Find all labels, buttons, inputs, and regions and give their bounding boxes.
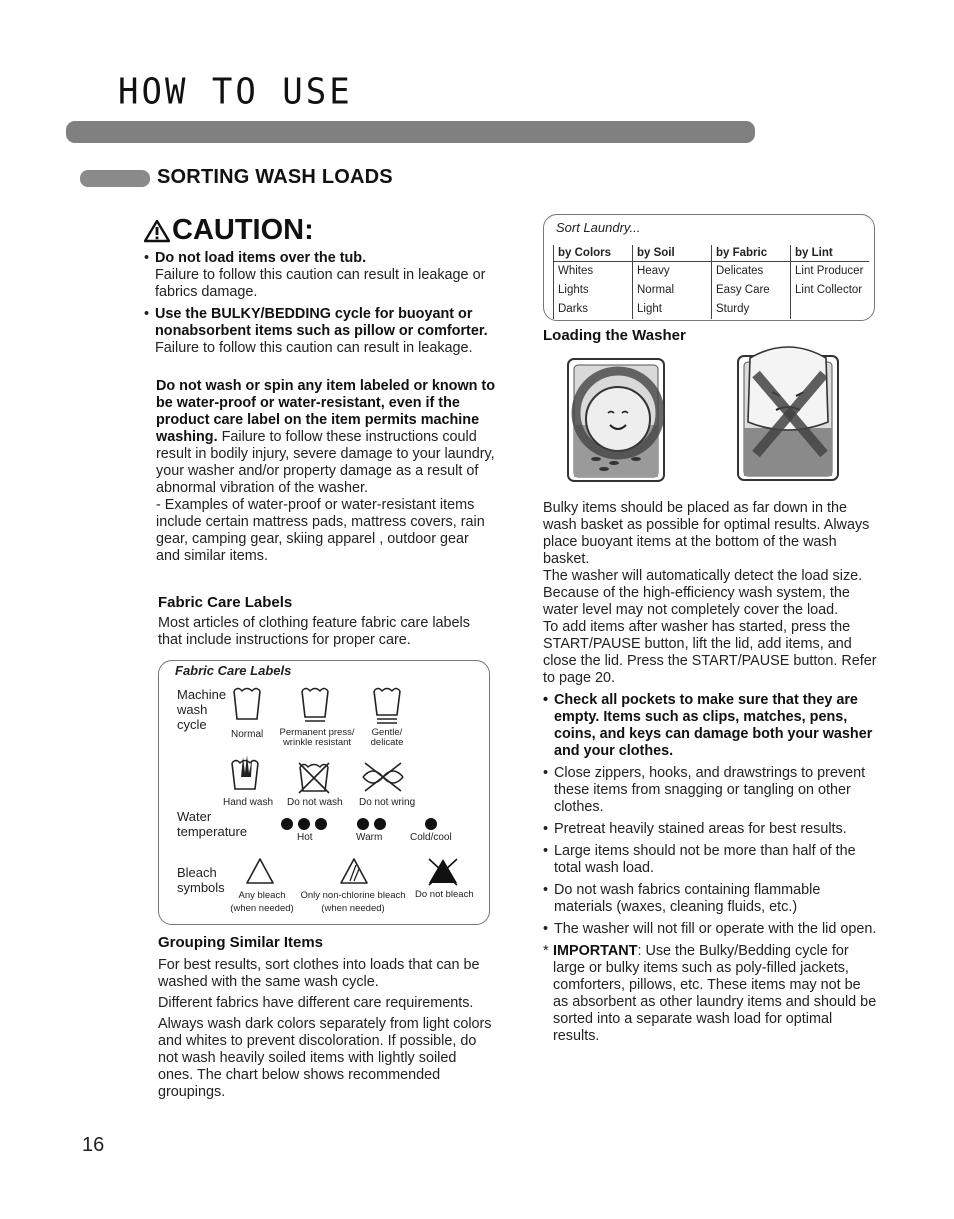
wash-gentle-icon — [371, 685, 403, 729]
label-line: Gentle/ — [371, 727, 403, 738]
table-cell: Whites — [554, 262, 633, 282]
correct-loading-illustration — [566, 355, 666, 485]
grouping-paragraph: For best results, sort clothes into loads that can be washed with the same wash cycle. — [158, 957, 480, 990]
label-line: (when needed) — [230, 903, 294, 914]
incorrect-loading-illustration — [732, 342, 844, 485]
loading-paragraph: To add items after washer has started, press the START/PAUSE button, lift the lid, add items, and close the lid. Press the START/PAUSE button. Refer to page 20. — [543, 619, 877, 686]
caution-item-text: Failure to follow this caution can result in leakage. — [155, 340, 473, 356]
label-line: Only non-chlorine bleach — [300, 890, 406, 901]
do-not-wring-icon — [359, 761, 407, 793]
caution-item-bold: Do not load items over the tub. — [155, 250, 367, 266]
table-header: by Colors — [554, 245, 633, 262]
caution-heading — [144, 214, 314, 247]
label-line: Water — [177, 809, 212, 824]
title-bar — [66, 121, 755, 143]
wash-normal-label: Normal — [231, 729, 264, 740]
table-cell: Sturdy — [712, 300, 791, 319]
do-not-bleach-icon — [427, 855, 459, 887]
caution-item — [144, 306, 494, 357]
warning-icon — [144, 219, 170, 243]
table-cell: Easy Care — [712, 281, 791, 300]
fabric-care-text: Most articles of clothing feature fabric care labels that include instructions for proper care. — [158, 615, 470, 648]
loading-paragraph: Bulky items should be placed as far down in the wash basket as possible for optimal results. Always place buoyant items at the bottom of the wash basket. — [543, 500, 870, 567]
section-pill — [80, 170, 150, 187]
waterproof-warning-bold: Do not wash or spin any item labeled or known to be water-proof or water-resistant, even if the product care label on the item permits machine washing. — [156, 378, 496, 445]
fabric-care-box-label: Fabric Care Labels — [175, 663, 292, 678]
label-line: Bleach — [177, 865, 217, 880]
table-row — [554, 281, 870, 300]
page-number: 16 — [82, 1134, 105, 1156]
caution-item-bold: Use the BULKY/BEDDING cycle for buoyant or nonabsorbent items such as pillow or comforter. — [155, 306, 488, 339]
table-header: by Fabric — [712, 245, 791, 262]
label-line: wash — [177, 702, 208, 717]
machine-wash-label — [177, 687, 226, 732]
table-cell: Lint Producer — [791, 262, 870, 282]
do-not-wash-icon — [297, 761, 331, 795]
sort-laundry-box — [543, 214, 875, 321]
any-bleach-icon — [245, 857, 275, 885]
wash-gentle-label — [359, 728, 415, 748]
label-line: Machine — [177, 687, 227, 702]
table-header: by Lint — [791, 245, 870, 262]
warm-label: Warm — [356, 832, 383, 843]
loading-bullet: • Do not wash fabrics containing flammable materials (waxes, cleaning fluids, etc.) — [543, 882, 877, 916]
label-line: delicate — [370, 737, 404, 748]
table-header-row — [554, 245, 870, 262]
table-header: by Soil — [633, 245, 712, 262]
label-line: cycle — [177, 717, 207, 732]
do-not-wring-label: Do not wring — [359, 797, 416, 808]
loading-paragraph: The washer will automatically detect the load size. Because of the high-efficiency wash system, the water level may not completely cover the load. — [543, 568, 863, 618]
table-cell: Darks — [554, 300, 633, 319]
table-cell: Normal — [633, 281, 712, 300]
important-prefix: * — [543, 943, 549, 959]
loading-bullet: • Large items should not be more than half of the total wash load. — [543, 843, 877, 877]
grouping-paragraph: Always wash dark colors separately from light colors and whites to prevent discoloration. If possible, do not wash heavily soiled items with lightly soiled ones. The chart below shows recommended groupings. — [158, 1016, 492, 1100]
fabric-care-box — [158, 660, 490, 925]
any-bleach-label — [227, 889, 297, 915]
loading-bullet: • Pretreat heavily stained areas for best results. — [543, 821, 877, 838]
caution-heading-text: CAUTION: — [172, 214, 314, 246]
water-temperature-label — [177, 809, 247, 839]
caution-list — [144, 250, 494, 362]
cold-water-icon — [423, 816, 439, 832]
waterproof-warning — [156, 378, 496, 565]
warm-water-icon — [355, 816, 389, 832]
sort-laundry-label: Sort Laundry... — [556, 220, 641, 235]
loading-bullet-bold: • Check all pockets to make sure that they are empty. Items such as clips, matches, pens, coins, and keys can damage both your washer and your clothes. — [543, 692, 877, 760]
sort-laundry-table — [553, 245, 869, 319]
loading-heading: Loading the Washer — [543, 327, 686, 344]
wash-permanent-press-label — [275, 728, 359, 748]
waterproof-warning-text: Failure to follow these instructions could result in bodily injury, severe damage to your laundry, your washer and/or property damage as a result of abnormal vibration of the washer. — [156, 429, 495, 496]
grouping-heading: Grouping Similar Items — [158, 934, 324, 951]
label-line: Any bleach — [238, 890, 286, 901]
bleach-symbols-label — [177, 865, 225, 895]
waterproof-examples: - Examples of water-proof or water-resistant items include certain mattress pads, mattress covers, rain gear, camping gear, skiing apparel , outdoor gear and similar items. — [156, 497, 485, 564]
label-line: wrinkle resistant — [282, 737, 352, 748]
label-line: Permanent press/ — [279, 727, 355, 738]
grouping-paragraph: Different fabrics have different care requirements. — [158, 995, 474, 1011]
important-label: IMPORTANT — [553, 943, 638, 959]
loading-bullet: • Close zippers, hooks, and drawstrings to prevent these items from snagging or tangling on other clothes. — [543, 765, 877, 816]
caution-item — [144, 250, 494, 301]
table-row — [554, 262, 870, 282]
section-title: SORTING WASH LOADS — [157, 166, 393, 188]
table-cell: Heavy — [633, 262, 712, 282]
page-title: HOW TO USE — [118, 71, 353, 113]
loading-text — [543, 500, 877, 1045]
grouping-text — [158, 957, 493, 1101]
hand-wash-label: Hand wash — [223, 797, 274, 808]
table-cell: Delicates — [712, 262, 791, 282]
label-line: temperature — [177, 824, 248, 839]
caution-item-text: Failure to follow this caution can result in leakage or fabrics damage. — [155, 267, 486, 300]
cold-label: Cold/cool — [410, 832, 452, 843]
do-not-bleach-label: Do not bleach — [415, 889, 474, 900]
important-note — [543, 943, 877, 1045]
non-chlorine-bleach-icon — [339, 857, 369, 885]
fabric-care-heading: Fabric Care Labels — [158, 594, 293, 611]
non-chlorine-bleach-label — [297, 889, 409, 915]
table-cell — [791, 300, 870, 319]
loading-bullet: • The washer will not fill or operate with the lid open. — [543, 921, 877, 938]
wash-normal-icon — [231, 685, 263, 723]
table-cell: Lint Collector — [791, 281, 870, 300]
hot-water-icon — [279, 816, 331, 832]
label-line: symbols — [177, 880, 225, 895]
table-row — [554, 300, 870, 319]
hot-label: Hot — [297, 832, 313, 843]
table-cell: Light — [633, 300, 712, 319]
label-line: (when needed) — [321, 903, 385, 914]
hand-wash-icon — [229, 753, 261, 793]
do-not-wash-label: Do not wash — [287, 797, 343, 808]
important-text: : Use the Bulky/Bedding cycle for large or bulky items such as poly-filled jackets, comforters, pillows, etc. These items may not be as absorbent as other laundry items and should be sorted into a separate wash load for optimal results. — [553, 943, 877, 1044]
table-cell: Lights — [554, 281, 633, 300]
wash-permanent-press-icon — [299, 685, 331, 725]
